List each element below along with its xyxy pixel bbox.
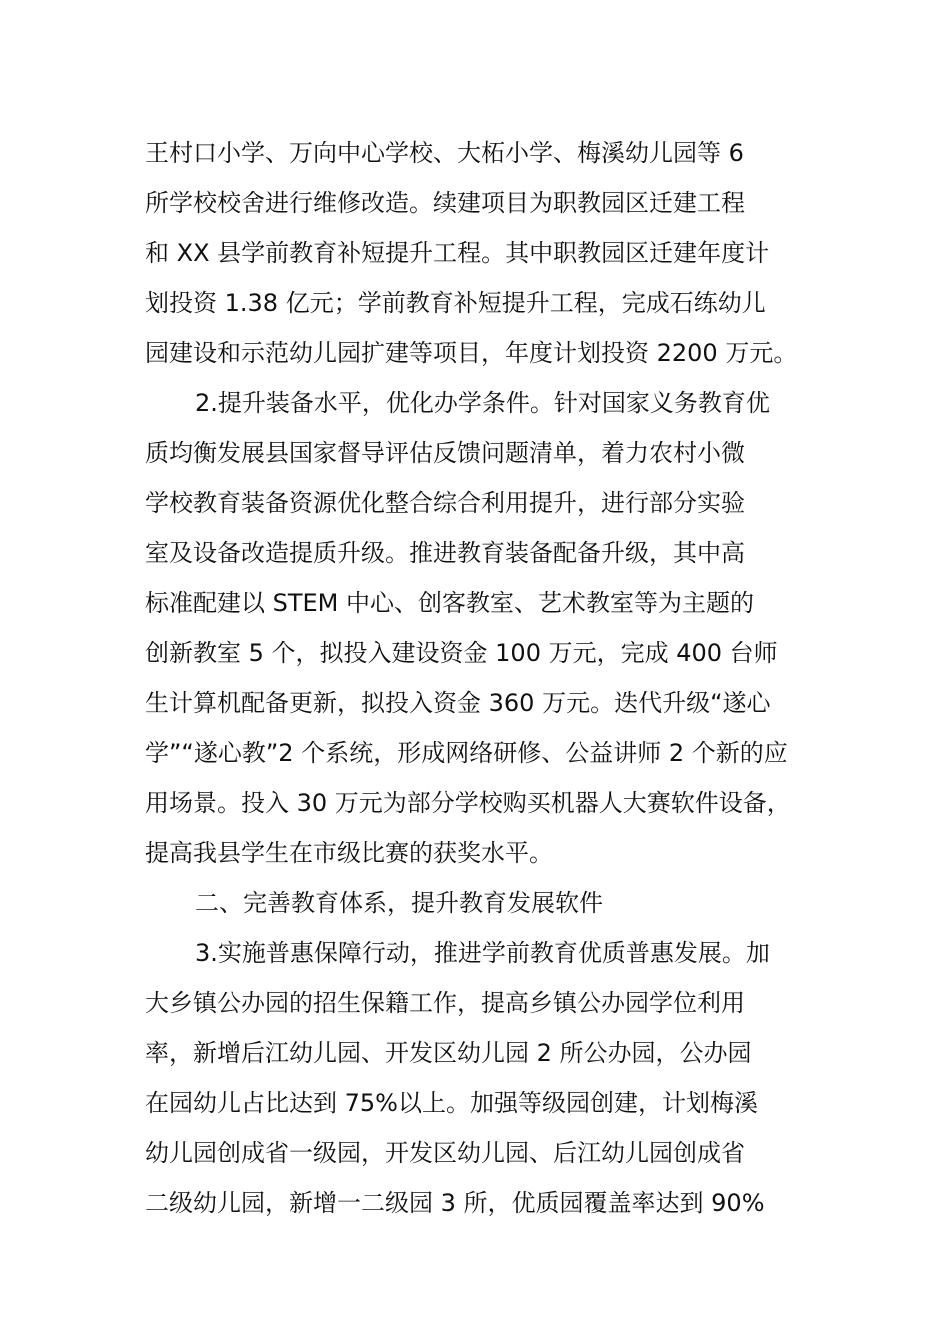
text-line: 划投资 1.38 亿元；学前教育补短提升工程，完成石练幼儿 xyxy=(145,289,766,317)
text-line: 提高我县学生在市级比赛的获奖水平。 xyxy=(145,839,553,867)
text-line: 质均衡发展县国家督导评估反馈问题清单，着力农村小微 xyxy=(145,439,745,467)
text-line: 用场景。投入 30 万元为部分学校购买机器人大赛软件设备， xyxy=(145,789,791,817)
text-line: 所学校校舍进行维修改造。续建项目为职教园区迁建工程 xyxy=(145,189,745,217)
paragraph-start-line: 2.提升装备水平，优化办学条件。针对国家义务教育优 xyxy=(195,389,770,417)
text-line: 幼儿园创成省一级园，开发区幼儿园、后江幼儿园创成省 xyxy=(145,1139,745,1167)
text-line: 学校教育装备资源优化整合综合利用提升，进行部分实验 xyxy=(145,489,745,517)
text-line: 二级幼儿园，新增一二级园 3 所，优质园覆盖率达到 90% xyxy=(145,1189,765,1217)
text-line: 标准配建以 STEM 中心、创客教室、艺术教室等为主题的 xyxy=(145,589,755,617)
text-line: 在园幼儿占比达到 75%以上。加强等级园创建，计划梅溪 xyxy=(145,1089,758,1117)
paragraph-start-line: 3.实施普惠保障行动，推进学前教育优质普惠发展。加 xyxy=(195,939,770,967)
text-line: 室及设备改造提质升级。推进教育装备配备升级，其中高 xyxy=(145,539,745,567)
text-line: 率，新增后江幼儿园、开发区幼儿园 2 所公办园，公办园 xyxy=(145,1039,752,1067)
text-line: 王村口小学、万向中心学校、大柘小学、梅溪幼儿园等 6 xyxy=(145,139,744,167)
text-line: 创新教室 5 个，拟投入建设资金 100 万元，完成 400 台师 xyxy=(145,639,778,667)
text-line: 学”“遂心教”2 个系统，形成网络研修、公益讲师 2 个新的应 xyxy=(145,739,788,767)
text-line: 和 XX 县学前教育补短提升工程。其中职教园区迁建年度计 xyxy=(145,239,770,267)
section-heading: 二、完善教育体系，提升教育发展软件 xyxy=(195,889,603,917)
text-line: 生计算机配备更新，拟投入资金 360 万元。迭代升级“遂心 xyxy=(145,689,771,717)
text-line: 大乡镇公办园的招生保籍工作，提高乡镇公办园学位利用 xyxy=(145,989,745,1017)
text-line: 园建设和示范幼儿园扩建等项目，年度计划投资 2200 万元。 xyxy=(145,339,798,367)
document-body xyxy=(145,128,845,1228)
